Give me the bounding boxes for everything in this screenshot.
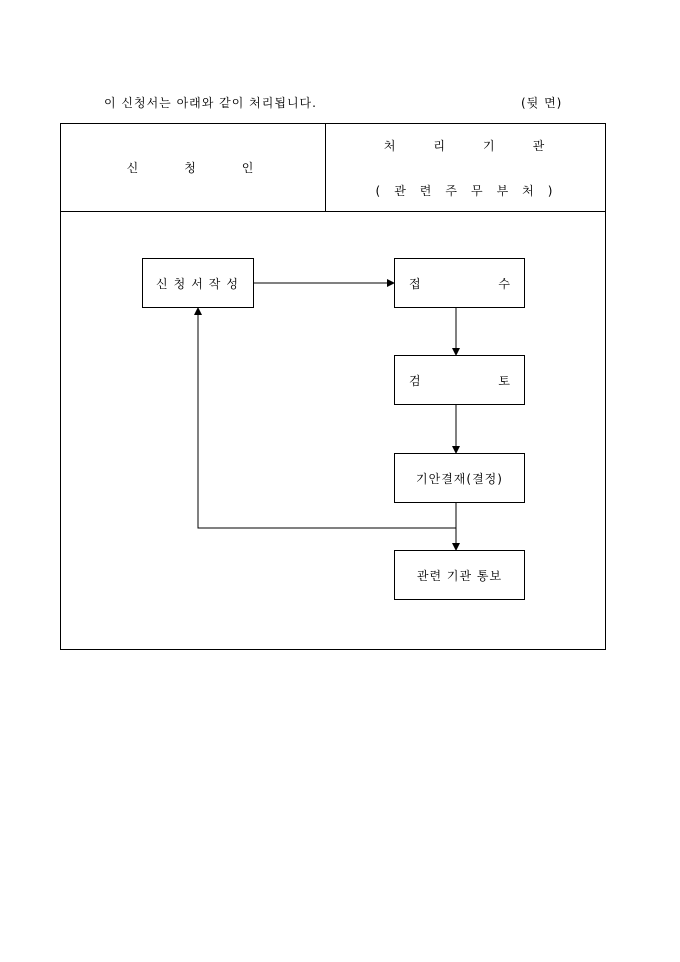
back-side-label: (뒷 면) xyxy=(521,96,563,110)
flow-node-decision: 기안결재(결정) xyxy=(394,453,525,503)
flow-node-receipt xyxy=(394,258,525,308)
review-char-1: 검 xyxy=(409,373,421,388)
flow-node-notify: 관련 기관 통보 xyxy=(394,550,525,600)
applicant-header: 신청인 xyxy=(126,161,300,175)
flow-node-review xyxy=(394,355,525,405)
agency-subheader: (관련주무부처) xyxy=(375,184,567,198)
receipt-char-1: 접 xyxy=(409,276,421,291)
intro-text: 이 신청서는 아래와 같이 처리됩니다. xyxy=(104,96,317,110)
flow-node-write-application: 신청서작성 xyxy=(142,258,254,308)
review-char-2: 토 xyxy=(498,373,510,388)
receipt-char-2: 수 xyxy=(498,276,510,291)
agency-header: 처리기관 xyxy=(383,139,583,153)
